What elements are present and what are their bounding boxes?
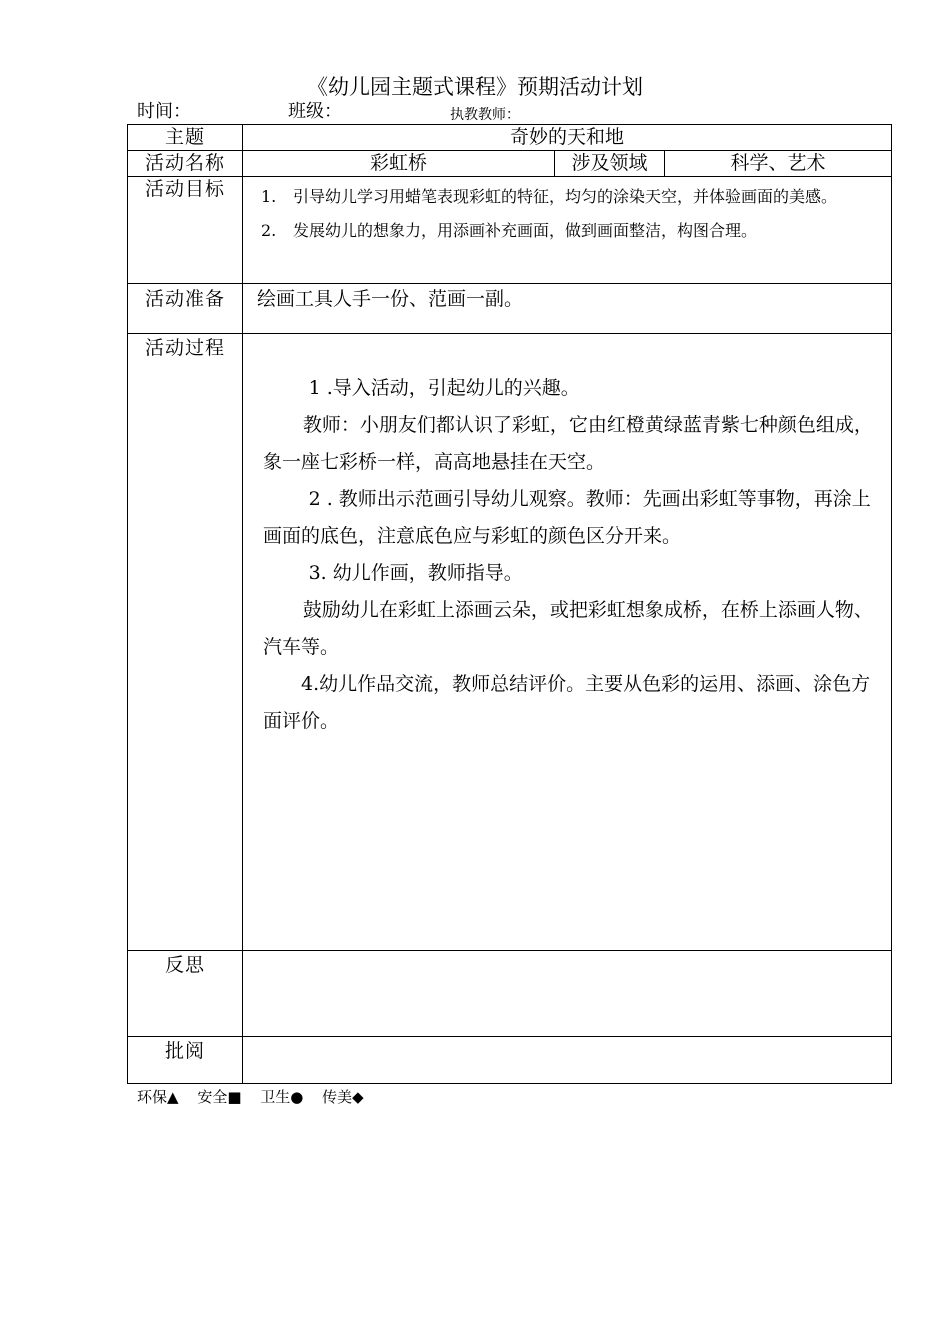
prep-row [128,284,892,334]
class-label: 班级： [288,101,342,122]
theme-value: 奇妙的天和地 [243,125,892,151]
domain-label: 涉及领域 [555,151,665,177]
process-paragraph: 教师：小朋友们都认识了彩虹，它由红橙黄绿蓝青紫七种颜色组成，象一座七彩桥一样，高高地悬挂在天空。 [263,414,873,473]
theme-row [128,125,892,151]
process-row [128,334,892,951]
reflection-cell [243,951,892,1037]
legend-virtue: 传美◆ [322,1088,364,1106]
process-content [243,334,891,740]
process-cell [243,334,892,951]
activity-name-value: 彩虹桥 [243,151,555,177]
theme-label: 主题 [128,125,243,151]
process-step: 2 . 教师出示范画引导幼儿观察。教师：先画出彩虹等事物，再涂上画面的底色，注意底色应与彩虹的颜色区分开来。 [263,488,871,547]
reflection-row [128,951,892,1037]
process-step: 1 .导入活动，引起幼儿的兴趣。 [308,377,580,399]
goals-label: 活动目标 [128,177,243,284]
teacher-label: 执教教师： [450,107,520,123]
time-label: 时间： [137,101,191,122]
goal-number: 2. [261,221,277,240]
goal-item [261,214,891,248]
activity-plan-table [127,124,892,1084]
review-label: 批阅 [128,1037,243,1084]
page-title: 《幼儿园主题式课程》预期活动计划 [307,75,643,99]
legend-eco: 环保▲ [137,1088,179,1106]
domain-value: 科学、艺术 [665,151,892,177]
prep-cell [243,284,892,334]
process-paragraph: 鼓励幼儿在彩虹上添画云朵，或把彩虹想象成桥，在桥上添画人物、汽车等。 [263,599,873,658]
review-row [128,1037,892,1084]
process-step: 3. 幼儿作画，教师指导。 [308,562,523,584]
reflection-label: 反思 [128,951,243,1037]
goal-item [261,180,891,214]
review-cell [243,1037,892,1084]
activity-name-label: 活动名称 [128,151,243,177]
goals-cell [243,177,892,284]
prep-label: 活动准备 [128,284,243,334]
goal-text: 引导幼儿学习用蜡笔表现彩虹的特征，均匀的涂染天空，并体验画面的美感。 [293,187,838,206]
legend [137,1087,378,1107]
goals-list [243,177,891,248]
legend-hygiene: 卫生● [260,1088,304,1106]
process-label: 活动过程 [128,334,243,951]
legend-safety: 安全■ [197,1088,242,1106]
prep-value: 绘画工具人手一份、范画一副。 [257,288,524,310]
goals-row [128,177,892,284]
goal-number: 1. [261,187,277,206]
goal-text: 发展幼儿的想象力，用添画补充画面，做到画面整洁，构图合理。 [293,221,758,240]
process-step: 4.幼儿作品交流，教师总结评价。主要从色彩的运用、添画、涂色方面评价。 [263,673,871,732]
activity-name-row [128,151,892,177]
